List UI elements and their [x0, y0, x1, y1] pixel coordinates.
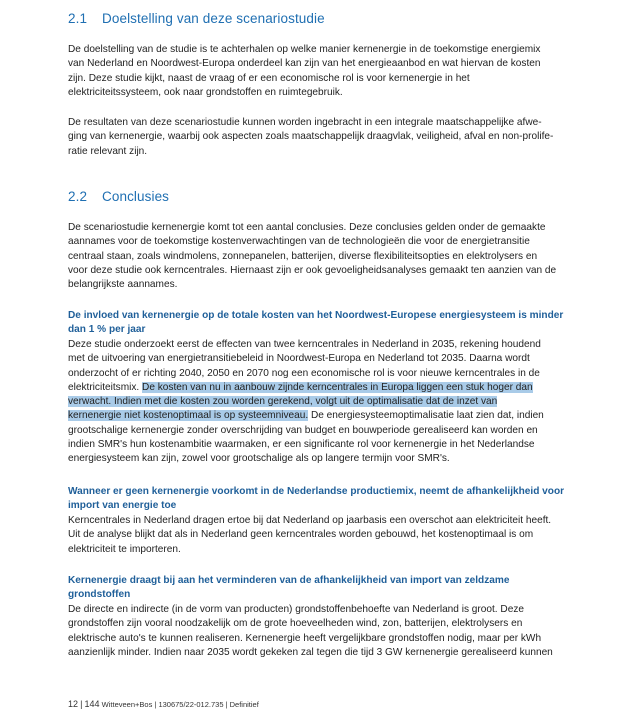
section-title: Conclusies — [102, 189, 170, 204]
text-line: Kernenergie draagt bij aan het verminderen van de afhankelijkheid van import van zeldzame — [68, 575, 510, 586]
section-number: 2.2 — [68, 189, 88, 204]
subheading — [68, 309, 574, 338]
section-number: 2.1 — [68, 11, 88, 26]
text-line: energiesysteem kan zijn, zowel voor grootschalige als op langere termijn voor SMR's. — [68, 453, 450, 465]
text-line: zijn. Deze studie kijkt, naast de vraag of er een economische rol is voor kernenergie in het — [68, 72, 470, 84]
text-line: Deze studie onderzoekt eerst de effecten van twee kerncentrales in Nederland in 2035, rekening houdend — [68, 339, 541, 350]
text-line: onderzocht of er richting 2040, 2050 en 2070 nog een economische rol is voor nieuwe kerncentrales in de — [68, 367, 540, 379]
text-line: Wanneer er geen kernenergie voorkomt in de Nederlandse productiemix, neemt de afhankelijkheid voor — [68, 486, 565, 497]
text-line: voor deze studie ook kerncentrales. Hiernaast zijn er ook gevoeligheidsanalyses gemaakt ten aanzien van de — [68, 264, 557, 276]
section-title: Doelstelling van deze scenariostudie — [102, 11, 325, 26]
text-line: dan 1 % per jaar — [68, 324, 146, 336]
text-line: grootschalige kernenergie zonder overschrijding van budget en bouwperiode gerealiseerd kan worden en — [68, 424, 538, 436]
footer-text: Witteveen+Bos | 130675/22-012.735 | Definitief — [101, 700, 259, 709]
page-number: 12 — [68, 699, 79, 709]
text-line: De invloed van kernenergie op de totale kosten van het Noordwest-Europese energiesysteem is minder — [68, 310, 564, 321]
text-line: elektriciteit te importeren. — [68, 543, 181, 555]
text-line: belangrijkste aannames. — [68, 279, 178, 291]
text-line: elektriciteitssysteem, ook naar grondstoffen en ruimtegebruik. — [68, 86, 343, 98]
paragraph — [68, 514, 574, 557]
text-segment: elektriciteitsmix. — [68, 381, 143, 393]
paragraph — [68, 338, 574, 467]
text-segment: De energiesysteemoptimalisatie laat zien dat, indien — [308, 410, 544, 422]
section-heading-2-2 — [68, 189, 169, 204]
text-line: Uit de analyse blijkt dat als in Nederland geen kerncentrales worden gebouwd, het kostenoptimaal is om — [68, 529, 534, 541]
paragraph — [68, 221, 574, 292]
paragraph — [68, 43, 574, 100]
text-line: met de uitvoering van energietransitiebeleid in Noordwest-Europa en Nederland tot 2035. Daarna wordt — [68, 353, 530, 365]
highlighted-text: verwacht. Indien met die kosten zou worden gerekend, volgt uit de optimalisatie dat de inzet van — [68, 396, 498, 408]
paragraph — [68, 603, 574, 660]
text-line: van Nederland en Noordwest-Europa onderdeel kan zijn van het energieaanbod en wat hiervan de kosten — [68, 58, 541, 70]
subheading — [68, 574, 574, 603]
text-line: ging van kernenergie, waarbij ook aspecten zoals maatschappelijk draagvlak, veiligheid, afval en non-prolife- — [68, 131, 554, 143]
highlighted-text: De kosten van nu in aanbouw zijnde kerncentrales in Europa liggen een stuk hoger dan — [142, 381, 533, 393]
text-line: grondstoffen — [68, 589, 131, 601]
text-line — [68, 381, 574, 395]
highlighted-text: kernenergie niet kostenoptimaal is op systeemniveau. — [68, 410, 309, 422]
text-line: grondstoffen zijn vooral noodzakelijk om de grote hoeveelheden wind, zon, batterijen, elektrolysers en — [68, 618, 523, 630]
subheading — [68, 485, 574, 514]
text-line: aannames voor de toekomstige kostenverwachtingen van de technologieën die voor de energietransitie — [68, 236, 530, 248]
text-line — [68, 395, 574, 409]
text-line: ratie relevant zijn. — [68, 145, 148, 157]
text-line: centraal staan, zoals windmolens, zonnepanelen, batterijen, diverse flexibiliteitsopties en elektrolysers en — [68, 250, 538, 262]
page-total: 144 — [84, 699, 100, 709]
text-line: indien SMR's hun kostenambitie waarmaken, er een significante rol voor kernenergie in het Nederlandse — [68, 439, 535, 451]
page-footer — [68, 699, 259, 709]
text-line: De directe en indirecte (in de vorm van producten) grondstoffenbehoefte van Nederland is groot. Deze — [68, 604, 524, 615]
footer-separator: | — [80, 699, 83, 709]
text-line: Kerncentrales in Nederland dragen ertoe bij dat Nederland op jaarbasis een overschot aan elektriciteit heeft. — [68, 515, 552, 526]
text-line: De resultaten van deze scenariostudie kunnen worden ingebracht in een integrale maatschappelijke afwe- — [68, 117, 542, 128]
text-line: De doelstelling van de studie is te achterhalen op welke manier kernenergie in de toekomstige energiemix — [68, 44, 541, 55]
text-line: import van energie toe — [68, 500, 177, 512]
text-line — [68, 409, 574, 423]
paragraph — [68, 116, 574, 159]
text-line: De scenariostudie kernenergie komt tot een aantal conclusies. Deze conclusies gelden onder de gemaakte — [68, 222, 546, 233]
text-line: elektrische auto's te kunnen realiseren. Kernenergie heeft vergelijkbare grondstoffen nodig, maar per kWh — [68, 632, 542, 644]
text-line: aanzienlijk minder. Indien naar 2035 wordt gekeken zal tegen die tijd 3 GW kernenergie gerealiseerd kunnen — [68, 646, 553, 658]
section-heading-2-1 — [68, 11, 325, 26]
